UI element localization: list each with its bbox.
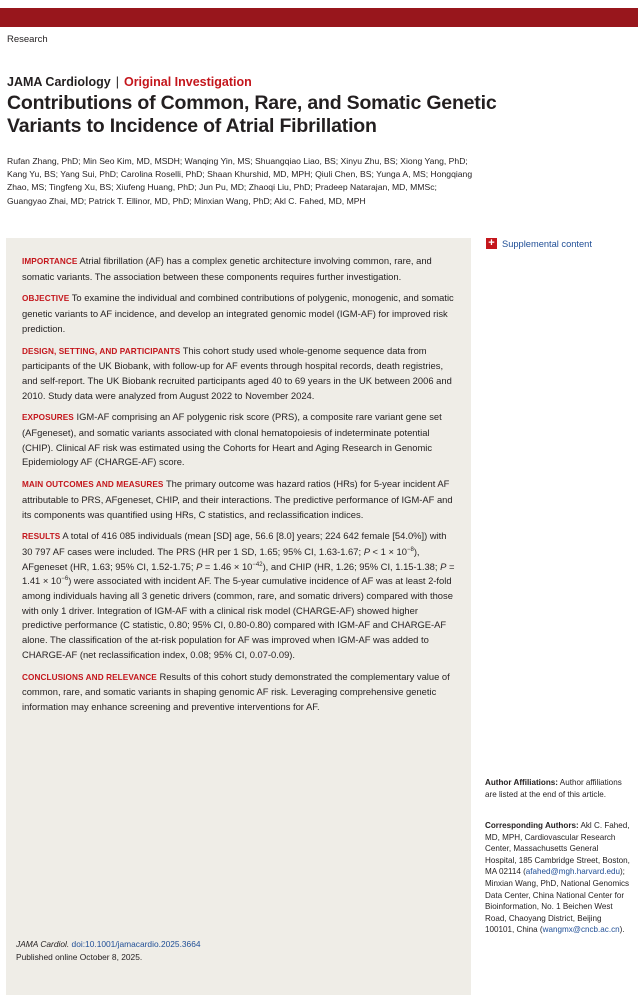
abstract-box — [6, 238, 471, 995]
p-value-label: P — [440, 560, 447, 572]
abstract-outcomes — [22, 477, 455, 522]
abstract-heading: IMPORTANCE — [22, 257, 78, 266]
author-affiliations — [485, 777, 630, 800]
abstract-text: ), AFgeneset (HR, 1.63; 95% CI, 1.52-1.75; — [22, 545, 420, 572]
p-value: = 1.46 × 10 — [202, 560, 253, 572]
abstract-text: To examine the individual and combined contributions of polygenic, monogenic, and somatic genetic variants to AF incidence, and develop an integrated genomic model (IGM-AF) for improved risk prediction. — [22, 292, 454, 334]
published-date: Published online October 8, 2025. — [16, 951, 143, 962]
citation-journal: JAMA Cardiol. — [16, 939, 70, 949]
abstract-text: A total of 416 085 individuals (mean [SD] age, 56.6 [8.0] years; 224 642 female [54.0%]) with 30 797 AF cases were included. The PRS (HR per 1 SD, 1.65; 95% CI, 1.63-1.67; — [22, 530, 447, 557]
corresponding-text: Akl C. Fahed, MD, MPH, Cardiovascular Research Center, Massachusetts General Hospital, 185 Cambridge Street, Boston, MA 02114 ( — [485, 821, 630, 877]
abstract-objective — [22, 291, 455, 336]
corresponding-label: Corresponding Authors: — [485, 821, 579, 830]
corresponding-authors — [485, 820, 630, 936]
abstract-text: IGM-AF comprising an AF polygenic risk score (PRS), a composite rare variant gene set (AFgeneset), and somatic variants associated with clonal hematopoiesis of indeterminate potential (CHIP). Clinical AF risk was estimated using the Cohorts for Heart and Aging Research in Genomic Epidemiology AF (CHARGE-AF) score. — [22, 411, 442, 468]
abstract-text: ) were associated with incident AF. The 5-year cumulative incidence of AF was at least 2-fold among individuals having all 3 genetic drivers (common, rare, and somatic drivers) compared with those with only 1 driver. Integration of IGM-AF with a clinical risk model (CHARGE-AF) showed higher predictive performance (C statistic, 0.80; 95% CI, 0.80-0.80) compared with IGM-AF and CHARGE-AF alone. The classification of the at-risk population for AF was improved when IGM-AF was added to CHARGE-AF (net reclassification index, 0.08; 95% CI, 0.07-0.09). — [22, 575, 453, 660]
p-value-exponent: −6 — [61, 576, 69, 583]
abstract-text: Atrial fibrillation (AF) has a complex genetic architecture involving common, rare, and somatic variants. The association between these components requires further investigation. — [22, 255, 432, 282]
journal-name[interactable]: JAMA Cardiology — [7, 75, 111, 89]
doi-link[interactable]: doi:10.1001/jamacardio.2025.3664 — [71, 939, 201, 949]
abstract-text: This cohort study used whole-genome sequence data from participants of the UK Biobank, with follow-up for AF events through hospital records, death registries, and self-report. The UK Biobank recruited participants aged 40 to 69 years in the UK between 2006 and 2010. Study data were analyzed from August 2022 to November 2024. — [22, 344, 452, 401]
abstract-text: The primary outcome was hazard ratios (HRs) for 5-year incident AF attributable to PRS, AFgeneset, CHIP, and their interactions. The predictive performance of IGM-AF and its components was quantified using HRs, C statistics, and reclassification indices. — [22, 478, 453, 520]
article-kicker — [7, 75, 252, 89]
p-value-label: P — [363, 545, 370, 557]
corresponding-text: ). — [619, 925, 625, 935]
abstract-conclusions — [22, 670, 455, 715]
p-value-exponent: −8 — [406, 546, 414, 553]
abstract-text: Results of this cohort study demonstrated the complementary value of common, rare, and somatic variants in shaping genomic AF risk. Leveraging comprehensive genetic information may enhance screening and preventive interventions for AF. — [22, 670, 450, 712]
abstract-heading: DESIGN, SETTING, AND PARTICIPANTS — [22, 346, 181, 356]
abstract-importance — [22, 254, 455, 284]
abstract-text: ), and CHIP (HR, 1.26; 95% CI, 1.15-1.38; — [262, 560, 438, 572]
p-value: = 1.41 × 10 — [22, 560, 455, 587]
corresponding-text: ); Minxian Wang, PhD, National Genomics Data Center, China National Center for Bioinformation, No. 1 Beichen West Road, Chaoyang District, Beijing 100101, China ( — [485, 867, 630, 935]
p-value-exponent: −42 — [252, 561, 263, 568]
abstract-exposures — [22, 410, 455, 470]
email-link[interactable]: wangmx@cncb.ac.cn — [542, 925, 620, 935]
article-type: Original Investigation — [123, 75, 252, 89]
author-list: Rufan Zhang, PhD; Min Seo Kim, MD, MSDH; Wanqing Yin, MS; Shuangqiao Liao, BS; Xinyu Zhu, BS; Xiong Yang, PhD; Kang Yu, BS; Yang Sui, PhD; Carolina Roselli, PhD; Shaan Khurshid, MD, MPH; Qiuli Chen, BS; Yunga A, MS; Hongqiang Zhao, MS; Tingfeng Xu, BS; Xiufeng Huang, PhD; Jun Pu, MD; Zhaoqi Liu, PhD; Pradeep Natarajan, MD, MMSc; Guangyao Zhai, MD; Patrick T. Ellinor, MD, PhD; Minxian Wang, PhD; Akl C. Fahed, MD, MPH — [7, 156, 473, 206]
abstract-results — [22, 529, 455, 662]
supplemental-content-link[interactable] — [486, 238, 592, 249]
plus-icon: + — [486, 238, 497, 249]
kicker-separator: | — [115, 75, 119, 89]
p-value: < 1 × 10 — [369, 545, 407, 557]
affiliations-label: Author Affiliations: — [485, 778, 558, 787]
abstract-heading: CONCLUSIONS AND RELEVANCE — [22, 672, 157, 682]
header-bar — [0, 8, 638, 27]
abstract-heading: EXPOSURES — [22, 413, 74, 423]
citation — [16, 938, 201, 963]
section-label: Research — [7, 34, 48, 45]
email-link[interactable]: afahed@mgh.harvard.edu — [525, 867, 620, 877]
article-title: Contributions of Common, Rare, and Somatic Genetic Variants to Incidence of Atrial Fibrillation — [7, 92, 497, 137]
abstract-heading: OBJECTIVE — [22, 294, 70, 304]
abstract-design — [22, 344, 455, 404]
supplemental-label: Supplemental content — [502, 238, 592, 249]
abstract-heading: RESULTS — [22, 532, 61, 542]
p-value-label: P — [196, 560, 203, 572]
citation-line — [16, 938, 201, 951]
affiliations-text: Author affiliations are listed at the end of this article. — [485, 778, 622, 799]
abstract-heading: MAIN OUTCOMES AND MEASURES — [22, 480, 164, 490]
